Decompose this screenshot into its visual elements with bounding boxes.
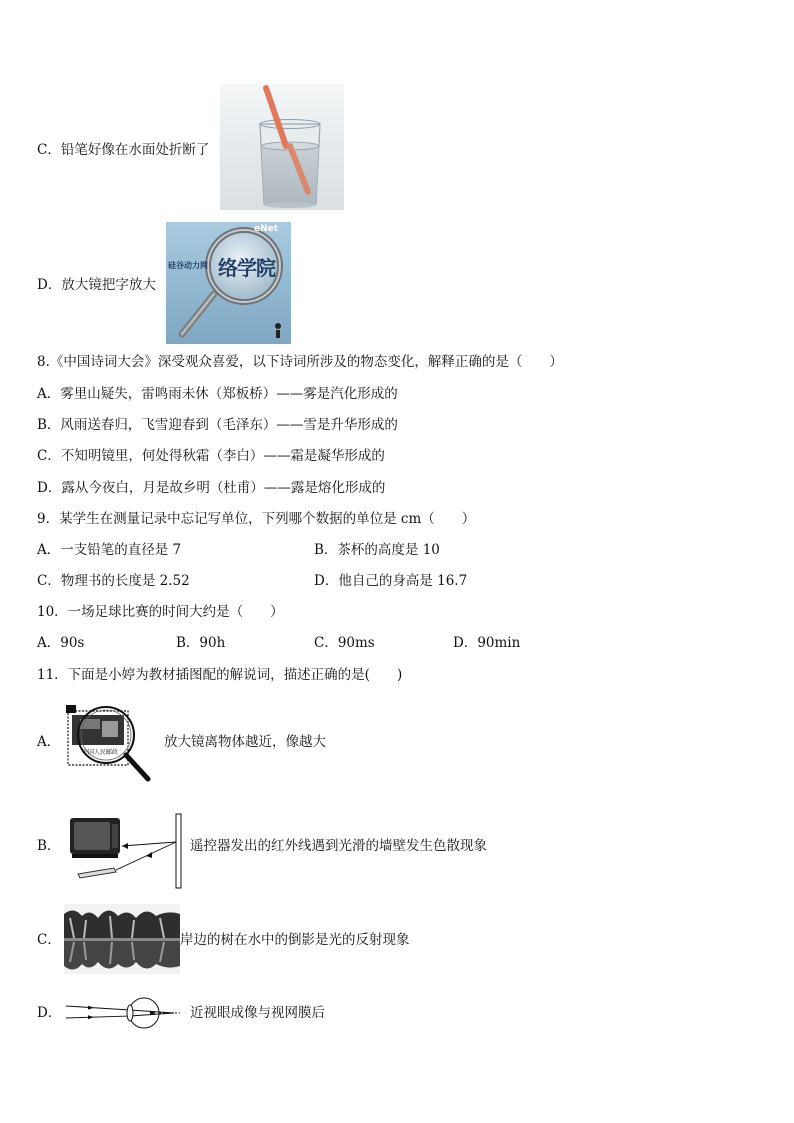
q11-option-c-text: 岸边的树在水中的倒影是光的反射现象 <box>180 932 410 948</box>
q8-stem: 8.《中国诗词大会》深受观众喜爱，以下诗词所涉及的物态变化，解释正确的是（ ） <box>37 354 563 370</box>
magnifier-main-text: 络学院 <box>218 256 275 280</box>
q8-option-a: A．雾里山疑失，雷鸣雨未休（郑板桥）——雾是汽化形成的 <box>37 386 398 402</box>
magnifier-figure <box>166 222 291 344</box>
myopia-eye-figure <box>64 996 186 1030</box>
q8-option-d: D．露从今夜白，月是故乡明（杜甫）——露是熔化形成的 <box>37 480 386 496</box>
q11-option-d-letter: D． <box>37 1005 62 1021</box>
tv-remote-figure <box>66 812 186 890</box>
q9-option-a: A．一支铅笔的直径是 7 <box>37 542 182 558</box>
q11-option-b-text: 遥控器发出的红外线遇到光滑的墙壁发生色散现象 <box>190 838 487 854</box>
q10-option-a: A．90s <box>37 635 85 651</box>
magnifier-side-text: 硅谷动力网 <box>168 261 208 270</box>
q11-option-d-text: 近视眼成像与视网膜后 <box>190 1005 325 1021</box>
q9-option-b: B．茶杯的高度是 10 <box>314 542 440 558</box>
q10-stem: 10．一场足球比赛的时间大约是（ ） <box>37 604 284 620</box>
q9-stem: 9．某学生在测量记录中忘记写单位，下列哪个数据的单位是 cm（ ） <box>37 511 476 527</box>
stamp-magnifier-figure <box>62 705 162 785</box>
q11-option-a-text: 放大镜离物体越近，像越大 <box>164 734 326 750</box>
q8-option-c: C．不知明镜里，何处得秋霜（李白）——霜是凝华形成的 <box>37 448 385 464</box>
tree-reflection-figure <box>64 904 180 974</box>
q11-stem: 11．下面是小婷为教材插图配的解说词，描述正确的是( ) <box>37 667 403 683</box>
q7-option-c: C．铅笔好像在水面处折断了 <box>37 142 210 158</box>
q10-option-b: B．90h <box>176 635 226 651</box>
q8-option-b: B．风雨送春归，飞雪迎春到（毛泽东）——雪是升华形成的 <box>37 417 398 433</box>
enet-logo: eNet <box>254 224 279 234</box>
q9-option-c: C．物理书的长度是 2.52 <box>37 573 190 589</box>
q10-option-d: D．90min <box>453 635 521 651</box>
stamp-text: 中国人民邮政 <box>82 749 119 756</box>
q11-option-a-letter: A． <box>37 734 61 750</box>
q10-option-c: C．90ms <box>314 635 375 651</box>
q11-option-c-letter: C． <box>37 932 61 948</box>
q11-option-b-letter: B． <box>37 838 61 854</box>
pencil-in-water-figure <box>220 84 344 210</box>
q9-option-d: D．他自己的身高是 16.7 <box>314 573 468 589</box>
q7-option-d: D．放大镜把字放大 <box>37 277 156 293</box>
